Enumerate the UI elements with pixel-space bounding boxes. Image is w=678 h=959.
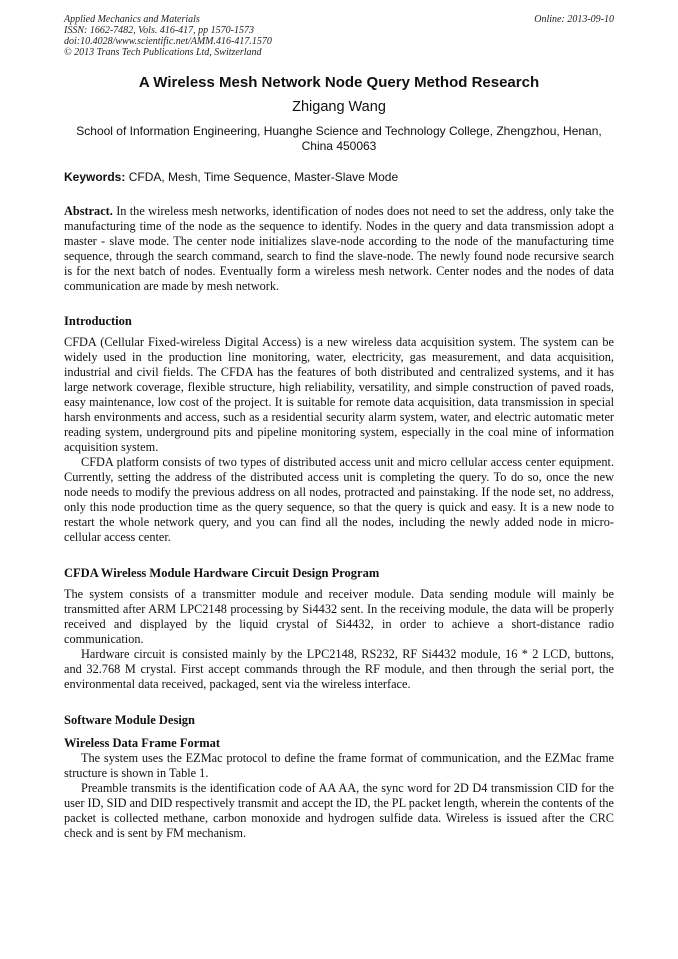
section-heading-hardware: CFDA Wireless Module Hardware Circuit Design Program	[64, 566, 380, 580]
section-heading-software: Software Module Design	[64, 713, 196, 727]
issn-line: ISSN: 1662-7482, Vols. 416-417, pp 1570-1573	[64, 25, 254, 36]
keywords	[64, 170, 614, 185]
paragraph: Hardware circuit is consisted mainly by the LPC2148, RS232, RF Si4432 module, 16 * 2 LCD, buttons, and 32.768 M crystal. First accept commands through the RF module, and then through the serial port, the environmental data received, packaged, sent via the wireless interface.	[64, 647, 614, 691]
abstract-text: In the wireless mesh networks, identification of nodes does not need to set the address, only take the manufacturing time of the node as the sequence to identify. Nodes in the query and data transmission adopt a master - slave mode. The center node initializes slave-node according to the node of the manufacturing time sequence, through the search command, search to find the slave-node. The newly found node recursive search is for the next batch of nodes. Eventually form a wireless mesh network. Center nodes and the nodes of data communication are made by mesh network.	[64, 204, 615, 293]
online-date: Online: 2013-09-10	[534, 14, 614, 25]
doi-line[interactable]: doi:10.4028/www.scientific.net/AMM.416-417.1570	[64, 36, 272, 47]
keywords-label: Keywords:	[64, 170, 126, 184]
affiliation: School of Information Engineering, Huanghe Science and Technology College, Zhengzhou, Henan, China 450063	[76, 124, 602, 153]
journal-header	[64, 14, 614, 58]
section-heading-introduction: Introduction	[64, 314, 132, 328]
paragraph: CFDA (Cellular Fixed-wireless Digital Access) is a new wireless data acquisition system. The system can be widely used in the production line monitoring, water, electricity, gas measurement, and data acquisition, industrial and civil fields. The CFDA has the features of both distributed and centralized systems, and it has large network coverage, flexible structure, high reliability, versatility, and simple construction of paved roads, easy maintenance, low cost of the project. It is suitable for remote data acquisition, data transmission in special harsh environments and access, such as a residential security alarm system, water, and electric automatic meter reading system, underground pits and pipeline monitoring system, especially in the coal mine of information acquisition system.	[64, 335, 614, 454]
paragraph: The system consists of a transmitter module and receiver module. Data sending module will mainly be transmitted after ARM LPC2148 processing by Si4432 sent. In the receiving module, the data will be properly received and displayed by the liquid crystal of Si4432, in order to achieve a short-distance radio communication.	[64, 587, 614, 646]
copyright-line: © 2013 Trans Tech Publications Ltd, Switzerland	[64, 47, 262, 58]
journal-name: Applied Mechanics and Materials	[64, 14, 200, 25]
subsection-heading-frame-format: Wireless Data Frame Format	[64, 736, 221, 750]
paragraph: Preamble transmits is the identification code of AA AA, the sync word for 2D D4 transmission CID for the user ID, SID and DID respectively transmit and accept the ID, the PL packet length, wherein the contents of the packet is collected methane, carbon monoxide and hydrogen sulfide data. Wireless is issued after the CRC check and is sent by FM mechanism.	[64, 781, 614, 840]
abstract	[64, 204, 614, 294]
paragraph: CFDA platform consists of two types of distributed access unit and micro cellular access center equipment. Currently, setting the address of the distributed access unit is completing the query. To do so, once the new node needs to modify the previous address on all nodes, protracted and painstaking. If the node set, no address, only this node production time as the query sequence, so that the query is quick and easy. It is a new node to restart the whole network query, and you can find all the nodes, including the newly added node in micro-cellular access center.	[64, 455, 614, 544]
paper-title: A Wireless Mesh Network Node Query Method Research	[138, 74, 540, 91]
author-name: Zhigang Wang	[292, 99, 386, 115]
abstract-label: Abstract.	[64, 204, 113, 218]
keywords-text: CFDA, Mesh, Time Sequence, Master-Slave Mode	[128, 170, 399, 184]
paragraph: The system uses the EZMac protocol to define the frame format of communication, and the EZMac frame structure is shown in Table 1.	[64, 751, 614, 780]
